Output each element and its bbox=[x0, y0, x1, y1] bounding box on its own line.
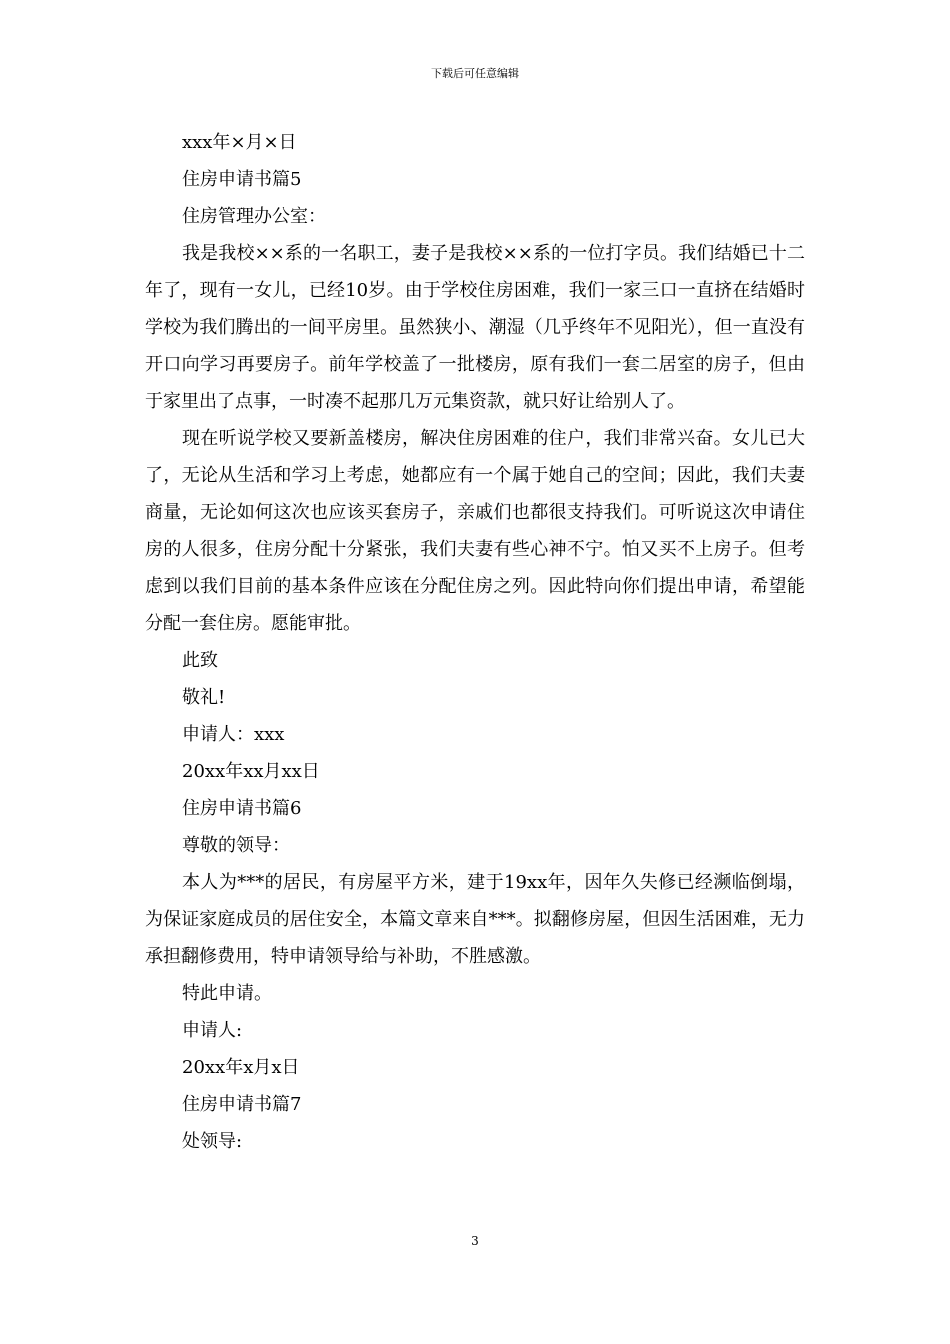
date-5: 20xx年xx月xx日 bbox=[182, 761, 320, 782]
section-title-7: 住房申请书篇7 bbox=[182, 1094, 302, 1115]
document-body bbox=[145, 124, 805, 1160]
applicant-5: 申请人：xxx bbox=[182, 724, 285, 745]
paragraph-5-2: 现在听说学校又要新盖楼房，解决住房困难的住户，我们非常兴奋。女儿已大了，无论从生活和学习上考虑，她都应有一个属于她自己的空间；因此，我们夫妻商量，无论如何这次也应该买套房子，亲戚们也都很支持我们。可听说这次申请住房的人很多，住房分配十分紧张，我们夫妻有些心神不宁。怕又买不上房子。但考虑到以我们目前的基本条件应该在分配住房之列。因此特向你们提出申请，希望能分配一套住房。愿能审批。 bbox=[145, 428, 805, 634]
salutation-7: 处领导: bbox=[182, 1131, 243, 1152]
closing-5-line-1: 此致 bbox=[182, 650, 218, 671]
applicant-6: 申请人: bbox=[182, 1020, 243, 1041]
previous-date: xxx年×月×日 bbox=[182, 132, 297, 153]
section-title-5: 住房申请书篇5 bbox=[182, 169, 302, 190]
salutation-5: 住房管理办公室： bbox=[182, 206, 326, 227]
paragraph-5-1: 我是我校××系的一名职工，妻子是我校××系的一位打字员。我们结婚已十二年了，现有一女儿，已经10岁。由于学校住房困难，我们一家三口一直挤在结婚时学校为我们腾出的一间平房里。虽然狭小、潮湿（几乎终年不见阳光），但一直没有开口向学习再要房子。前年学校盖了一批楼房，原有我们一套二居室的房子，但由于家里出了点事，一时凑不起那几万元集资款，就只好让给别人了。 bbox=[145, 243, 805, 412]
closing-6: 特此申请。 bbox=[182, 983, 272, 1004]
page-header: 下载后可任意编辑 bbox=[431, 67, 519, 80]
section-title-6: 住房申请书篇6 bbox=[182, 798, 302, 819]
date-6: 20xx年x月x日 bbox=[182, 1057, 300, 1078]
closing-5-line-2: 敬礼! bbox=[182, 687, 226, 708]
page-number: 3 bbox=[471, 1234, 479, 1248]
paragraph-6-1: 本人为***的居民，有房屋平方米，建于19xx年，因年久失修已经濒临倒塌，为保证家庭成员的居住安全，本篇文章来自***。拟翻修房屋，但因生活困难，无力承担翻修费用，特申请领导给与补助，不胜感激。 bbox=[145, 872, 805, 967]
salutation-6: 尊敬的领导： bbox=[182, 835, 290, 856]
